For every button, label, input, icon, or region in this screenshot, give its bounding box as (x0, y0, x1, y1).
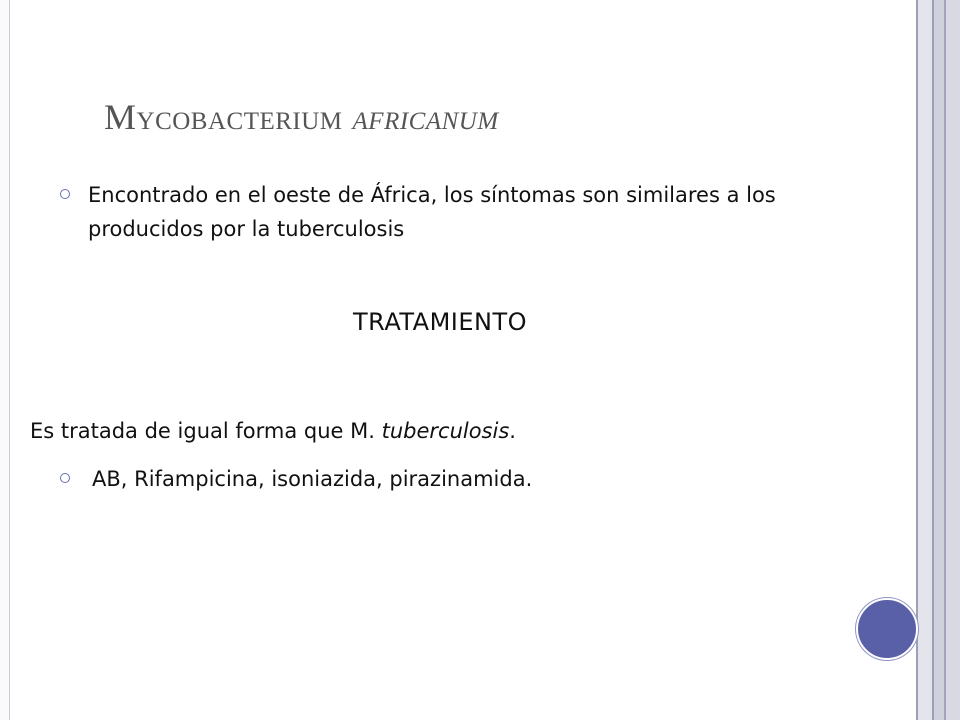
bullet-text: Encontrado en el oeste de África, los síntomas son similares a los producidos por la tuberculosis (88, 183, 776, 241)
left-frame-decoration (0, 0, 10, 720)
bullet-item (60, 462, 780, 496)
slide-title (104, 96, 499, 138)
bullet-circle-icon (60, 473, 70, 483)
bullet-text: AB, Rifampicina, isoniazida, pirazinamida. (92, 467, 533, 491)
right-stripes-decoration (916, 0, 960, 720)
stripe (934, 0, 944, 720)
treatment-suffix: . (509, 419, 516, 443)
bullet-circle-icon (60, 189, 70, 199)
stripe (918, 0, 932, 720)
treatment-line (30, 414, 516, 448)
title-main: Mycobacterium (104, 97, 343, 137)
accent-circle-decoration (856, 598, 918, 660)
treatment-italic: tuberculosis (381, 419, 510, 443)
stripe (946, 0, 960, 720)
title-italic: africanum (352, 97, 499, 137)
bullet-item (60, 178, 780, 246)
section-heading: TRATAMIENTO (352, 308, 528, 336)
treatment-prefix: Es tratada de igual forma que M. (30, 419, 382, 443)
